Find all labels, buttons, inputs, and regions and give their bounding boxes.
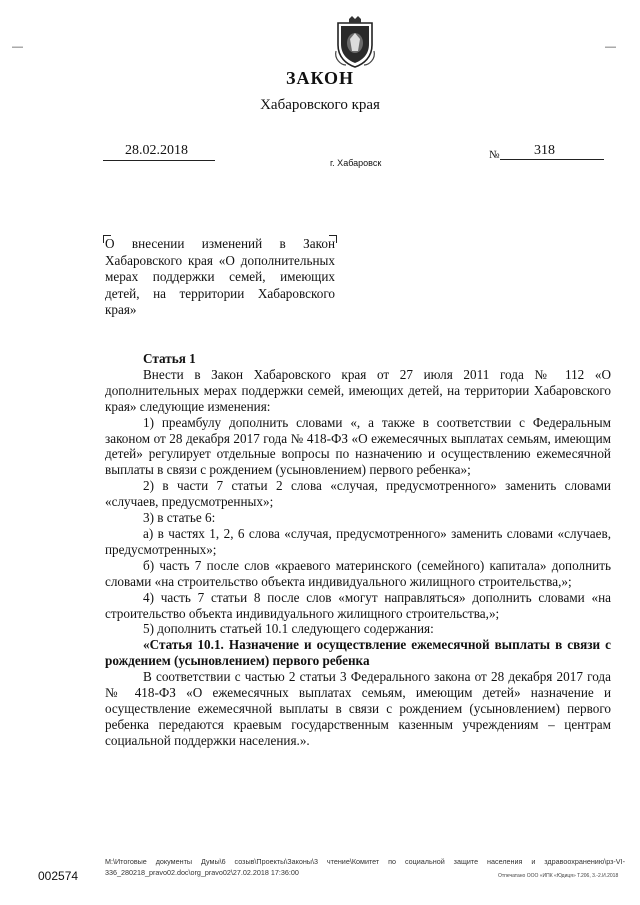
document-code: 002574 [38,869,79,883]
law-subtitle: Хабаровского края [260,97,380,113]
paragraph-item-1: 1) преамбулу дополнить словами «, а также в соответствии с Федеральным законом от 28 декабря 2017 года № 418-ФЗ «О ежемесячных выплатах семьям, имеющим детей» регулирует отдельные вопросы по назначению и осуществлению ежемесячной выплаты в связи с рождением (усыновлением) первого ребенка»; [105,414,611,478]
heading-corner-left [103,235,111,243]
file-path: M:\Итоговые документы Думы\6 созыв\Проекты\Законы\3 чтение\Комитет по социальной защите населения и здравоохранению\рз-VI-336_280218_pravo02.doc\org_pravo02\27.02.2018 17:36:00 [105,857,625,877]
number-sign: № [489,149,500,161]
paragraph-item-3a: а) в частях 1, 2, 6 слова «случая, предусмотренного» заменить словами «случаев, предусмотренных»; [105,525,611,557]
paragraph-item-3: 3) в статье 6: [143,510,216,526]
law-number: 318 [500,143,604,160]
new-article-text: В соответствии с частью 2 статьи 3 Федерального закона от 28 декабря 2017 года № 418-ФЗ «О ежемесячных выплатах семьям, имеющим детей» назначение и осуществление ежемесячной выплаты в связи с рождением (усыновлением) первого ребенка передаются краевым государственным казенным учреждениям – центрам социальной поддержки населения.». [105,669,611,748]
margin-mark-right: — [605,41,616,53]
paragraph-item-4: 4) часть 7 статьи 8 после слов «могут направляться» дополнить словами «на строительство объекта индивидуального жилищного строительства,»; [105,589,611,621]
coat-of-arms-icon [332,15,378,69]
law-title: ЗАКОН [285,68,355,88]
new-article-title: «Статья 10.1. Назначение и осуществление ежемесячной выплаты в связи с рождением (усыновлением) первого ребенка [105,637,611,669]
paragraph-item-2: 2) в части 7 статьи 2 слова «случая, предусмотренного» заменить словами «случаев, предусмотренных»; [105,478,611,510]
adoption-date: 28.02.2018 [103,143,215,161]
print-stamp: Отпечатано ООО «ИПК «Юдиця» Т.206, 3.-2.И.2018 [498,873,619,879]
paragraph-intro: Внести в Закон Хабаровского края от 27 июля 2011 года № 112 «О дополнительных мерах поддержки семей, имеющих детей, на территории Хабаровского края» следующие изменения: [105,366,611,414]
law-body [105,351,611,749]
city-label: г. Хабаровск [330,158,382,168]
margin-mark-left: — [12,41,23,53]
paragraph-item-3b: б) часть 7 после слов «краевого материнского (семейного) капитала» дополнить словами «на строительство объекта индивидуального жилищного строительства,»; [105,557,611,589]
heading-corner-right [329,235,337,243]
paragraph-item-5: 5) дополнить статьей 10.1 следующего содержания: [143,621,434,637]
law-heading [105,236,335,319]
law-heading-text: О внесении изменений в Закон Хабаровского края «О дополнительных мерах поддержки семей, имеющих детей, на территории Хабаровского края» [105,236,335,318]
article-title: Статья 1 [143,351,196,366]
